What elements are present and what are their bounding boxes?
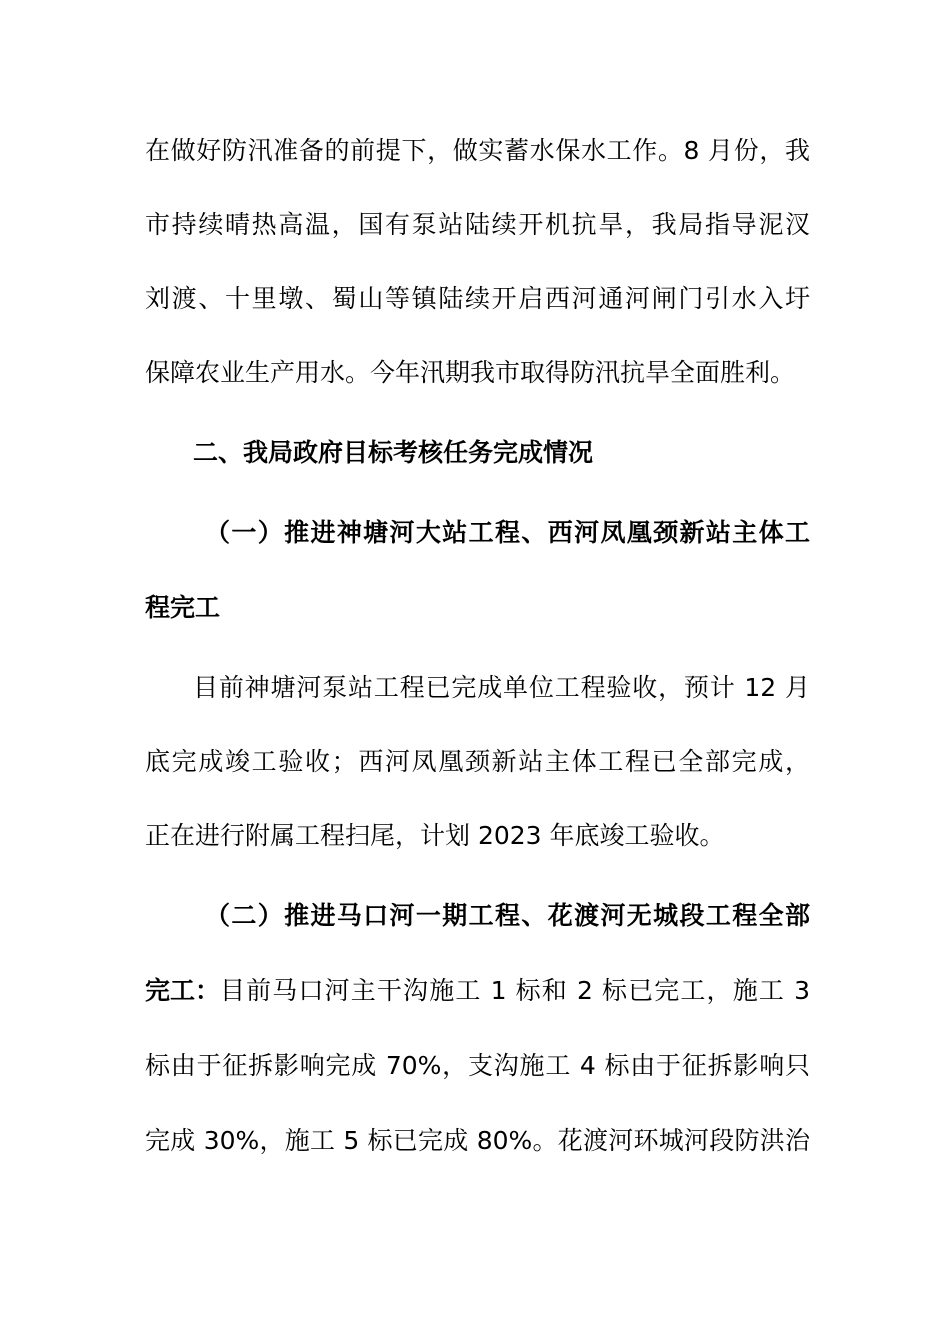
subsection-heading-continued: 程完工	[145, 593, 221, 622]
paragraph-line: 刘渡、十里墩、蜀山等镇陆续开启西河通河闸门引水入圩	[145, 284, 810, 313]
paragraph-line: 在做好防汛准备的前提下，做实蓄水保水工作。8 月份，我	[145, 136, 810, 165]
paragraph-line: 底完成竣工验收；西河凤凰颈新站主体工程已全部完成，	[145, 747, 810, 776]
paragraph-line: 完成 30%，施工 5 标已完成 80%。花渡河环城河段防洪治	[145, 1126, 810, 1155]
section-heading: 二、我局政府目标考核任务完成情况	[193, 438, 594, 467]
paragraph-line-mixed	[145, 973, 810, 1009]
paragraph-line: 保障农业生产用水。今年汛期我市取得防汛抗旱全面胜利。	[145, 358, 796, 387]
paragraph-line: 目前神塘河泵站工程已完成单位工程验收，预计 12 月	[193, 673, 810, 702]
paragraph-text: 目前马口河主干沟施工 1 标和 2 标已完工，施工 3	[220, 976, 810, 1005]
subsection-heading: （二）推进马口河一期工程、花渡河无城段工程全部	[205, 901, 810, 930]
paragraph-line: 标由于征拆影响完成 70%，支沟施工 4 标由于征拆影响只	[145, 1051, 810, 1080]
paragraph-line: 市持续晴热高温，国有泵站陆续开机抗旱，我局指导泥汊	[145, 210, 810, 239]
subsection-heading: （一）推进神塘河大站工程、西河凤凰颈新站主体工	[205, 518, 810, 547]
paragraph-line: 正在进行附属工程扫尾，计划 2023 年底竣工验收。	[145, 821, 725, 850]
subsection-heading-continued: 完工：	[145, 976, 221, 1005]
